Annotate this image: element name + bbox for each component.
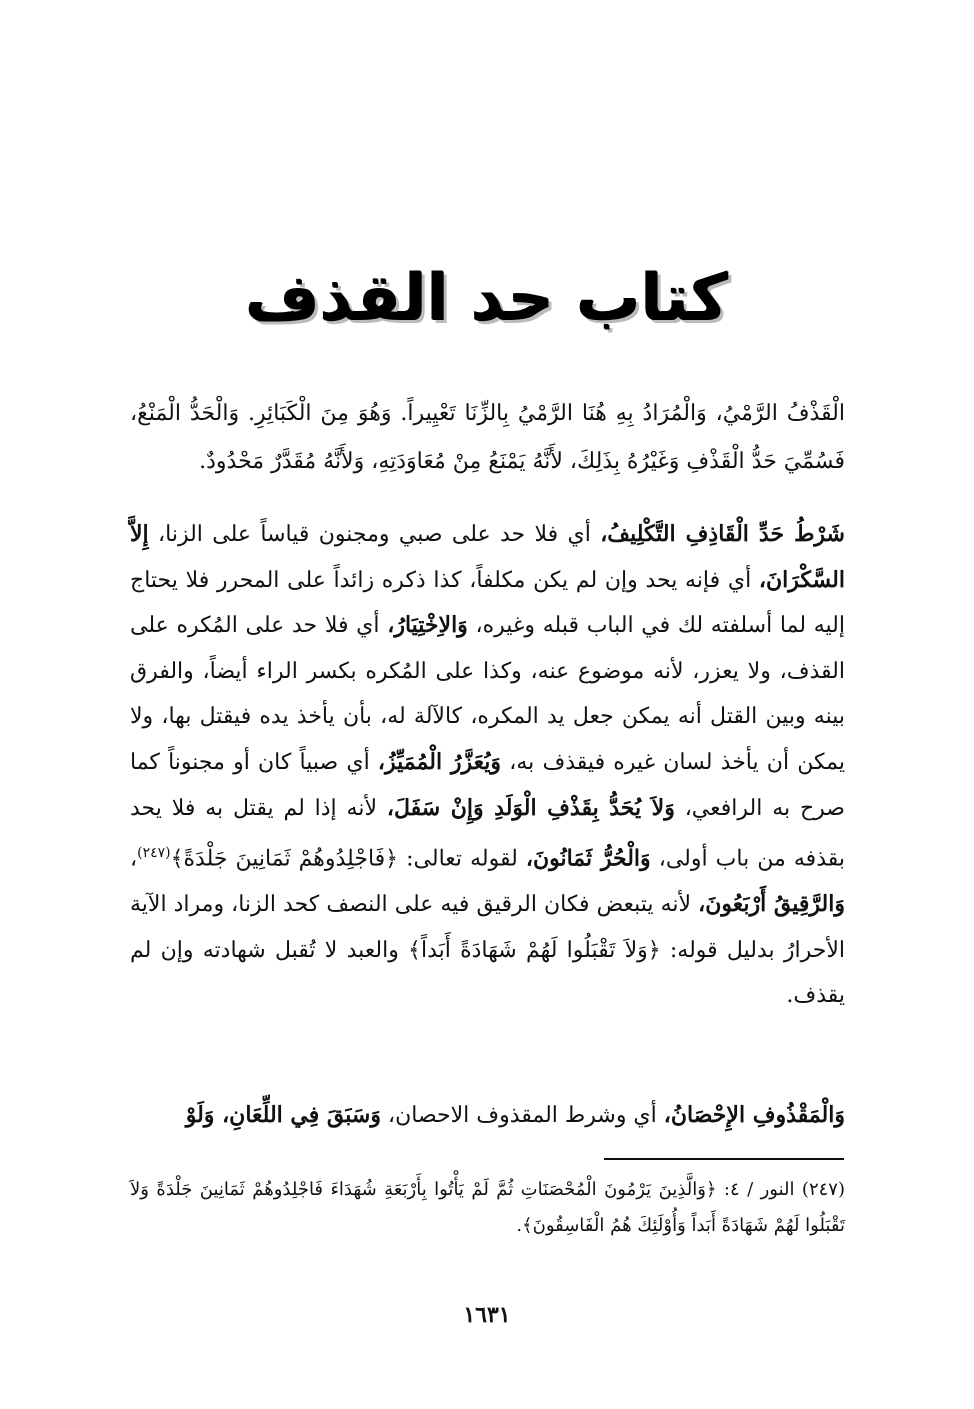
sharh-text: لقوله تعالى: ﴿فَاجْلِدُوهُمْ ثَمَانِينَ جَلْدَةً﴾ [170, 846, 526, 872]
sharh-text: أي وشرط المقذوف الاحصان، [380, 1103, 664, 1128]
page-number: ١٦٣١ [463, 1302, 511, 1328]
footnote: (٢٤٧) النور / ٤: ﴿وَالَّذِينَ يَرْمُونَ الْمُحْصَنَاتِ ثُمَّ لَمْ يَأْتُوا بِأَرْبَعَةِ شُهَدَاءَ فَاجْلِدُوهُمْ ثَمَانِينَ جَلْدَةً وَلاَ تَقْبَلُوا لَهُمْ شَهَادَةً أَبَداً وَأُوْلَئِكَ هُمُ الْفَاسِقُونَ﴾. [130, 1179, 845, 1236]
matn-text: وَالاِخْتِيَارُ، [387, 612, 468, 639]
sharh-text: ، [130, 846, 138, 872]
chapter-title: كتاب حد القذف [245, 262, 729, 336]
footnote-divider [604, 1158, 844, 1160]
intro-paragraph: الْقَذْفُ الرَّمْيُ، وَالْمُرَادُ بِهِ هُنَا الرَّمْيُ بِالزِّنَا تَعْيِيراً. وَهُوَ مِنَ الْكَبَائِرِ. وَالْحَدُّ الْمَنْعُ، فَسُمِّيَ حَدُّ الْقَذْفِ وَغَيْرُهُ بِذَلِكَ، لأَنَّهُ يَمْنَعُ مِنْ مُعَاوَدَتِهِ، وَلأَنَّهُ مُقَدَّرٌ مَحْدُودٌ. [130, 401, 845, 474]
main-paragraph [130, 512, 845, 1019]
sharh-text: أي فلا حد على صبي ومجنون قياساً على الزنا، [148, 522, 601, 547]
continuation-paragraph [130, 1095, 845, 1136]
matn-text: شَرْطُ حَدِّ الْقَاذِفِ التَّكْلِيفُ، [600, 521, 845, 547]
sharh-text: أي فلا حد على المُكره على القذف، ولا يعزر، لأنه موضوع عنه، وكذا على المُكره بكسر الراء أيضاً، والفرق بينه وبين القتل أنه يمكن جعل يد المكره، كالآلة له، بأن يأخذ يده فيقتل بها، ولا يمكن أن يأخذ لسان غيره فيقذف به، [130, 613, 846, 775]
matn-text: وَيُعَزَّرُ الْمُمَيِّزُ، [377, 748, 502, 775]
matn-text: وَلاَ يُحَدُّ بِقَذْفِ الْوَلَدِ وَإِنْ سَفَلَ، [386, 794, 675, 821]
matn-text: وَالرَّقِيقُ أَرْبَعُونَ، [698, 891, 845, 918]
matn-text: وَالْمَقْذُوفِ الإِحْصَانُ، [663, 1102, 845, 1128]
footnote-reference: (٢٤٧) [137, 845, 171, 862]
sharh-text: أي صبياً كان أو مجنوناً كما صرح به الرافعي، [130, 749, 845, 821]
matn-text: وَالْحُرُّ ثَمَانُونَ، [525, 845, 651, 872]
matn-text: وَسَبَقَ فِي اللِّعَانِ، وَلَوْ [185, 1102, 381, 1128]
sharh-text: لأنه إذا لم يقتل به فلا يحد بقذفه من باب أولى، [130, 795, 846, 872]
matn-text: إِلاَّ السَّكْرَانَ، [130, 521, 845, 593]
sharh-text: أي فإنه يحد وإن لم يكن مكلفاً، كذا ذكره زائداً على المحرر فلا يحتاج إليه لما أسلفته لك في الباب قبله وغيره، [130, 567, 845, 639]
sharh-text: لأنه يتبعض فكان الرقيق فيه على النصف كحد الزنا، ومراد الآية الأحرارُ بدليل قوله: ﴿وَلاَ تَقْبَلُوا لَهُمْ شَهَادَةً أَبَداً﴾ والعبد لا تُقبل شهادته وإن لم يقذف. [130, 892, 845, 1009]
